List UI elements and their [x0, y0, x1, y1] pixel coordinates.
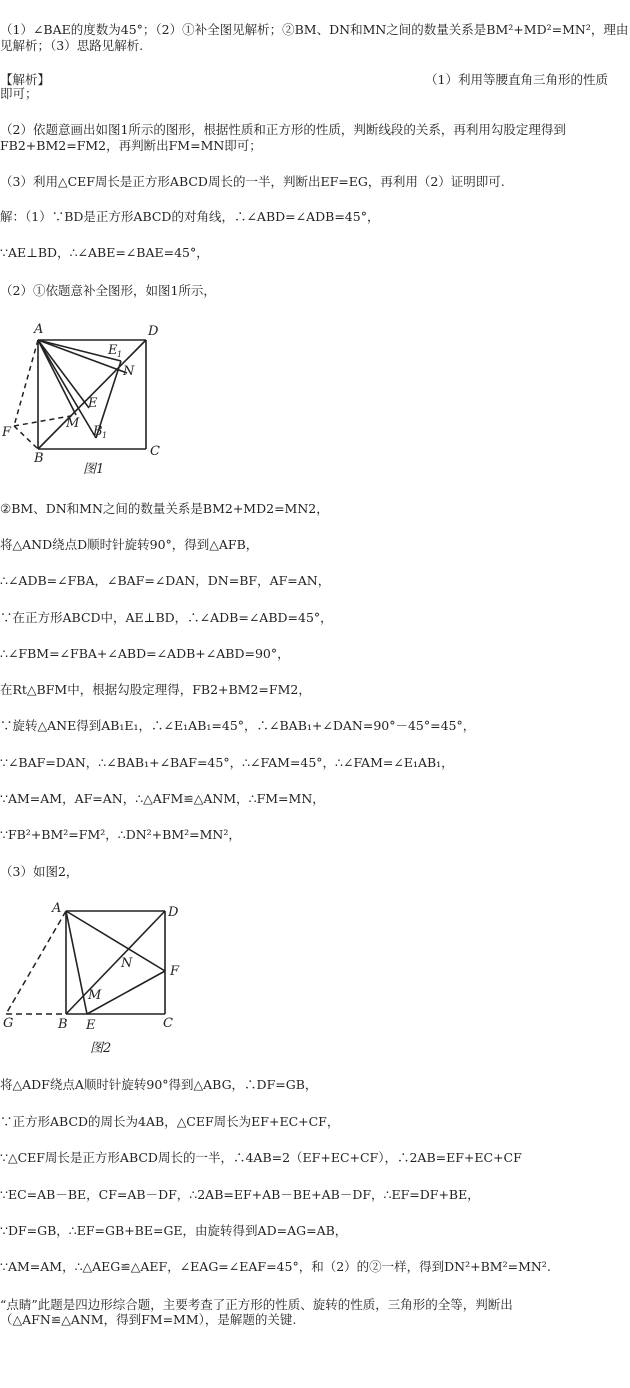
solution-line-5: 将△AND绕点D顺时针旋转90°，得到△AFB， — [0, 537, 259, 552]
fig1-label-e1-sub: 1 — [117, 350, 123, 359]
analysis-line-3: FB2+BM2=FM2，再判断出FM=MN即可； — [0, 138, 262, 153]
solution-line-13: ∵FB²+BM²=FM²，∴DN²+BM²=MN²， — [0, 827, 241, 842]
figure-2 — [0, 895, 195, 1060]
solution-line-14: （3）如图2， — [0, 864, 79, 879]
solution-line-16: ∵正方形ABCD的周长为4AB，△CEF周长为EF+EC+CF， — [0, 1114, 340, 1129]
fig2-caption: 图2 — [90, 1041, 112, 1056]
note-line-2: （△AFN≌△ANM，得到FM=MM），是解题的关键. — [0, 1312, 297, 1327]
fig1-label-f: F — [2, 425, 12, 440]
fig1-label-b1: B — [93, 424, 103, 439]
solution-line-8: ∴∠FBM=∠FBA+∠ABD=∠ADB+∠ABD=90°， — [0, 646, 290, 661]
figure-1 — [0, 318, 175, 483]
solution-line-19: ∵DF=GB，∴EF=GB+BE=GE，由旋转得到AD=AG=AB， — [0, 1223, 348, 1238]
analysis-line-2: （2）依题意画出如图1所示的图形，根据性质和正方形的性质，判断线段的关系，再利用勾股定理得到 — [0, 122, 566, 137]
fig2-label-d: D — [168, 905, 179, 920]
solution-line-11: ∵∠BAF=DAN，∴∠BAB₁+∠BAF=45°，∴∠FAM=45°，∴∠FAM=∠E₁AB₁， — [0, 755, 454, 770]
solution-line-6: ∴∠ADB=∠FBA，∠BAF=∠DAN，DN=BF，AF=AN， — [0, 573, 331, 588]
solution-line-12: ∵AM=AM，AF=AN，∴△AFM≌△ANM，∴FM=MN， — [0, 791, 325, 806]
fig1-dashed-fb — [14, 426, 38, 449]
fig1-label-a: A — [34, 322, 44, 337]
fig1-dashed-af — [14, 340, 38, 426]
fig2-label-c: C — [163, 1016, 173, 1031]
fig1-label-m: M — [66, 416, 80, 431]
solution-line-1: 解：（1）∵BD是正方形ABCD的对角线，∴∠ABD=∠ADB=45°， — [0, 209, 380, 224]
fig1-label-e1: E — [108, 343, 118, 358]
analysis-right-text: （1）利用等腰直角三角形的性质 — [425, 72, 608, 87]
solution-line-10: ∵旋转△ANE得到AB₁E₁，∴∠E₁AB₁=45°，∴∠BAB₁+∠DAN=90°－45°=45°， — [0, 718, 476, 733]
fig2-dashed-ag — [6, 911, 66, 1014]
analysis-line-4: （3）利用△CEF周长是正方形ABCD周长的一半，判断出EF=EG，再利用（2）证明即可. — [0, 174, 505, 189]
fig2-label-a: A — [52, 901, 62, 916]
solution-line-18: ∵EC=AB－BE，CF=AB－DF，∴2AB=EF+AB－BE+AB－DF，∴EF=DF+BE， — [0, 1187, 480, 1202]
solution-line-9: 在Rt△BFM中，根据勾股定理得，FB2+BM2=FM2， — [0, 682, 311, 697]
fig2-label-b: B — [58, 1017, 68, 1032]
analysis-heading: 【解析】 — [0, 72, 51, 87]
fig1-caption: 图1 — [83, 462, 105, 477]
fig1-label-c: C — [150, 444, 160, 459]
answer-line-1: （1）∠BAE的度数为45°；（2）①补全图见解析；②BM、DN和MN之间的数量关系是BM²+MD²=MN²，理由 — [0, 22, 629, 37]
solution-line-4: ②BM、DN和MN之间的数量关系是BM2+MD2=MN2， — [0, 501, 329, 516]
fig1-label-e: E — [88, 396, 98, 411]
solution-line-17: ∵△CEF周长是正方形ABCD周长的一半，∴4AB=2（EF+EC+CF），∴2AB=EF+EC+CF — [0, 1150, 522, 1165]
answer-line-2: 见解析；（3）思路见解析. — [0, 38, 144, 53]
solution-line-7: ∵在正方形ABCD中，AE⊥BD，∴∠ADB=∠ABD=45°， — [0, 610, 333, 625]
fig1-label-n: N — [123, 364, 135, 379]
fig1-label-b1-sub: 1 — [102, 431, 108, 440]
fig1-label-d: D — [148, 324, 159, 339]
fig1-label-b: B — [34, 451, 44, 466]
fig2-label-f: F — [170, 964, 180, 979]
fig2-label-e: E — [86, 1018, 96, 1033]
fig2-label-m: M — [88, 988, 102, 1003]
analysis-line-1: 即可； — [0, 86, 38, 101]
solution-line-2: ∵AE⊥BD，∴∠ABE=∠BAE=45°， — [0, 245, 209, 260]
note-line-1: “点睛”此题是四边形综合题，主要考查了正方形的性质、旋转的性质，三角形的全等，判断出 — [0, 1297, 513, 1312]
solution-line-15: 将△ADF绕点A顺时针旋转90°得到△ABG，∴DF=GB， — [0, 1077, 318, 1092]
solution-line-20: ∵AM=AM，∴△AEG≌△AEF，∠EAG=∠EAF=45°，和（2）的②一样，得到DN²+BM²=MN². — [0, 1259, 551, 1274]
fig2-line-ae — [66, 911, 87, 1014]
solution-line-3: （2）①依题意补全图形，如图1所示， — [0, 283, 216, 298]
fig2-label-g: G — [3, 1016, 14, 1031]
fig2-label-n: N — [121, 956, 133, 971]
